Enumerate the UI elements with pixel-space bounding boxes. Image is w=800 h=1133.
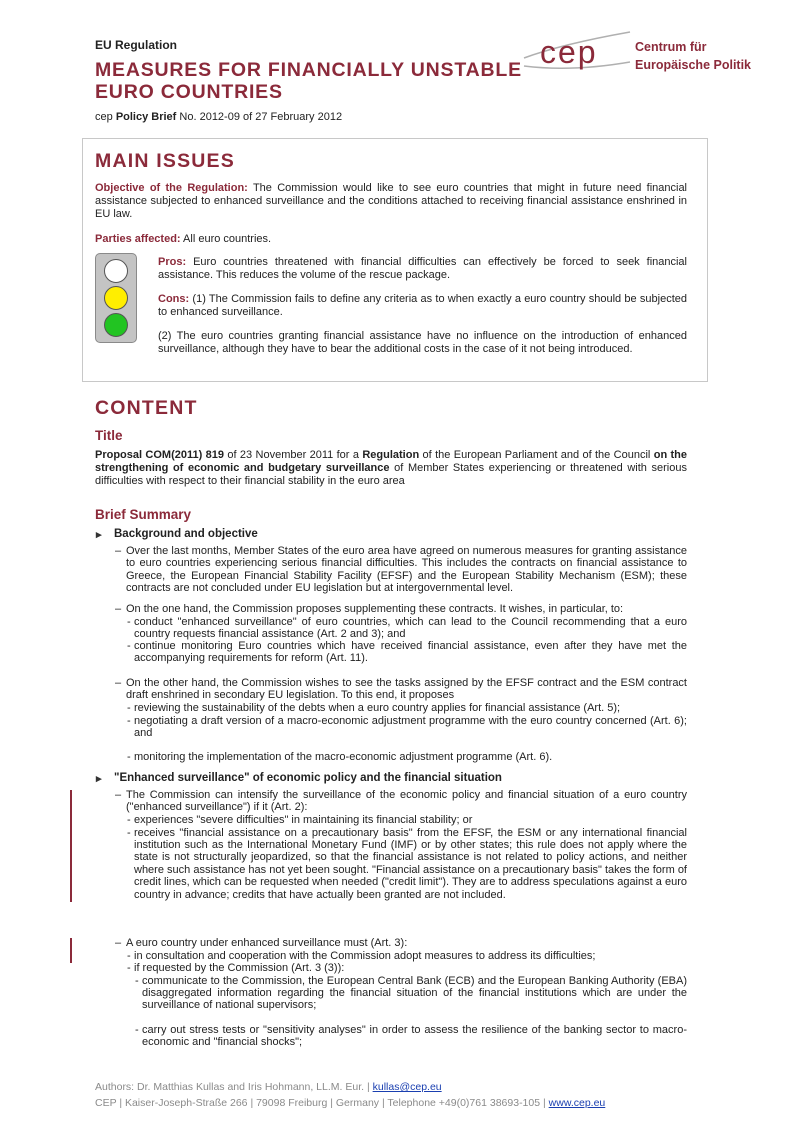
authors-text: Authors: Dr. Matthias Kullas and Iris Hohmann, LL.M. Eur. |: [95, 1081, 370, 1093]
objective-text: The Commission would like to see euro countries that might in future need financial assistance subjected to enhanced surveillance and the conditions attached to receiving financial assistance enshrined in EU law.: [95, 182, 688, 220]
brief-bold: Policy Brief: [115, 111, 177, 123]
footer-authors: [95, 1081, 442, 1093]
section2-sub-4: - if requested by the Commission (Art. 3 (3)):: [134, 962, 687, 974]
section2-sub-3: - in consultation and cooperation with the Commission adopt measures to address its difficulties;: [134, 950, 687, 962]
section1-sub-4: - negotiating a draft version of a macro-economic adjustment programme with the euro country concerned (Art. 6); and: [134, 715, 687, 740]
traffic-light-white-lamp: [104, 259, 128, 283]
cep-logo-word: cep: [540, 34, 598, 70]
traffic-light-yellow-lamp: [104, 286, 128, 310]
objective-paragraph: [95, 182, 687, 221]
author-email-link[interactable]: kullas@cep.eu: [372, 1081, 442, 1093]
objective-label: Objective of the Regulation:: [95, 182, 248, 194]
title-heading: Title: [95, 428, 123, 443]
parties-text: All euro countries.: [183, 233, 272, 245]
cons-label: Cons:: [158, 293, 190, 305]
document-kicker: EU Regulation: [95, 38, 178, 52]
section2-sub-2: - receives "financial assistance on a precautionary basis" from the EFSF, the ESM or any international financial institution such as the International Monetary Fund (IMF) or by other states; this rule does not apply where the state is not structurally jeopardized, so that the financial assistance is not related to policy actions, and neither where such assistance has not yet been sought. "Financial assistance on a precautionary basis" takes the form of credit lines, which can be requested when needed ("credit limit"). They are to address speculations against a euro country in advance; credits that have actually been granted are not included.: [134, 827, 687, 901]
website-link[interactable]: www.cep.eu: [548, 1097, 606, 1109]
cons-paragraph-2: (2) The euro countries granting financial assistance have no influence on the introduction of enhanced surveillance, although they have to bear the additional costs in the case of it not being introduced.: [158, 330, 687, 355]
footer-address: [95, 1097, 605, 1109]
title-line-1: MEASURES FOR FINANCIALLY UNSTABLE: [95, 59, 522, 81]
pros-paragraph: [158, 256, 687, 282]
section1-sub-1: - conduct "enhanced surveillance" of euro countries, which can lead to the Council recommending that a euro country requests financial assistance (Art. 2 and 3); and: [134, 616, 687, 641]
title-regulation: Regulation: [362, 449, 420, 461]
section2-sub-4b: - carry out stress tests or "sensitivity analyses" in order to assess the resilience of the banking sector to macro-economic and "financial shocks";: [142, 1024, 687, 1049]
section1-dash-2: – On the one hand, the Commission proposes supplementing these contracts. It wishes, in particular, to:: [126, 603, 687, 615]
title-line-2: EURO COUNTRIES: [95, 81, 283, 103]
title-text-a: of 23 November 2011 for a: [227, 449, 359, 461]
summary-heading: Brief Summary: [95, 507, 192, 522]
logo-org-line-2: Europäische Politik: [635, 58, 752, 72]
brief-reference: [95, 111, 342, 123]
parties-label: Parties affected:: [95, 233, 181, 245]
section1-dash-1: – Over the last months, Member States of the euro area have agreed on numerous measures for granting assistance to euro countries experiencing serious financial difficulties. This includes the contracts on financial assistance to Greece, the European Financial Stability Facility (EFSF) and the European Stability Mechanism (ESM); these contracts are not concluded under EU legislation but at intergovernmental level.: [126, 545, 687, 595]
section2-sub-1: - experiences "severe difficulties" in maintaining its financial stability; or: [134, 814, 687, 826]
proposal-ref: Proposal COM(2011) 819: [95, 449, 224, 461]
brief-rest: No. 2012-09 of 27 February 2012: [179, 111, 343, 123]
cons-text-1: (1) The Commission fails to define any criteria as to when exactly a euro country should be subjected to enhanced surveillance.: [158, 293, 687, 318]
traffic-light-icon: [95, 253, 137, 343]
section2-dash-2: – A euro country under enhanced surveillance must (Art. 3):: [126, 937, 687, 949]
change-marker-bar-2: [70, 938, 72, 963]
title-text-c: of Member States experiencing or threatened with serious difficulties with respect to their financial stability in the euro area: [95, 462, 687, 487]
parties-paragraph: [95, 233, 687, 246]
address-text: CEP | Kaiser-Joseph-Straße 266 | 79098 Freiburg | Germany | Telephone +49(0)761 38693-105 |: [95, 1097, 546, 1109]
pros-label: Pros:: [158, 256, 187, 268]
main-issues-heading: MAIN ISSUES: [95, 150, 235, 172]
section1-sub-2: - continue monitoring Euro countries which have received financial assistance, even after they have met the accompanying requirements for reform (Art. 11).: [134, 640, 687, 665]
section1-sub-5: - monitoring the implementation of the macro-economic adjustment programme (Art. 6).: [134, 751, 687, 763]
change-marker-bar: [70, 790, 72, 902]
section1-sub-3: - reviewing the sustainability of the debts when a euro country applies for financial assistance (Art. 5);: [134, 702, 687, 714]
document-title: [95, 59, 522, 103]
pros-text: Euro countries threatened with financial difficulties can effectively be forced to seek financial assistance. This reduces the volume of the rescue package.: [158, 256, 687, 281]
title-text-b: of the European Parliament and of the Council: [422, 449, 651, 461]
title-paragraph: [95, 449, 687, 488]
content-heading: CONTENT: [95, 397, 198, 419]
section2-sub-4a: - communicate to the Commission, the European Central Bank (ECB) and the European Banking Authority (EBA) disaggregated information regarding the financial situation of the financial institutions which are under the surveillance of national supervisors;: [142, 975, 687, 1012]
brief-prefix: cep: [95, 111, 113, 123]
traffic-light-green-lamp: [104, 313, 128, 337]
section1-dash-3: – On the other hand, the Commission wishes to see the tasks assigned by the EFSF contract and the ESM contract draft enshrined in secondary EU legislation. To this end, it proposes: [126, 677, 687, 702]
cons-paragraph: [158, 293, 687, 319]
section2-dash-1: – The Commission can intensify the surveillance of the economic policy and financial situation of a euro country ("enhanced surveillance") if it (Art. 2):: [126, 789, 687, 814]
section-background-heading: ▸ Background and objective: [114, 528, 258, 540]
logo-org-line-1: Centrum für: [635, 40, 707, 54]
title-subject: on the strengthening of economic and budgetary surveillance: [95, 449, 688, 474]
section-enhanced-surveillance-heading: ▸ "Enhanced surveillance" of economic policy and the financial situation: [114, 772, 502, 784]
